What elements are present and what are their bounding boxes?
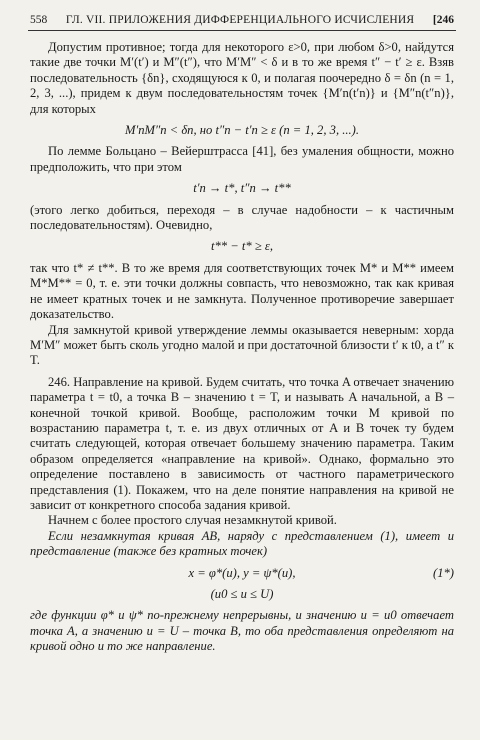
chapter-title: ГЛ. VII. ПРИЛОЖЕНИЯ ДИФФЕРЕНЦИАЛЬНОГО ИСЧИСЛЕНИЯ [65, 14, 415, 26]
header-rule [28, 30, 456, 31]
formula-sequences: M′nM″n < δn, но t″n − t′n ≥ ε (n = 1, 2, 3, ...). [124, 123, 360, 138]
running-header [30, 14, 454, 26]
theorem-conclusion: где функции φ* и ψ* по-прежнему непрерывны, и значению u = u0 отвечает точка A, а значению u = U – точка B, то оба представления определяют на кривой одно и то же направление. [30, 608, 454, 654]
formula-range: (u0 ≤ u ≤ U) [210, 587, 274, 601]
theorem-statement: Если незамкнутая кривая AB, наряду с представлением (1), имеет и представление (также без кратных точек) [30, 528, 454, 559]
paragraph-contradiction: так что t* ≠ t**. В то же время для соответствующих точек M* и M** имеем M*M** = 0, т. е. эти точки должны совпасть, что невозможно, так как кривая не имеет кратных точек и не замкнута. Полученное противоречие завершает доказательство. [30, 260, 454, 322]
paragraph-simple-case: Начнем с более простого случая незамкнутой кривой. [48, 513, 337, 528]
formula-limits: t′n → t*, t″n → t** [193, 181, 291, 196]
formula-parametric [30, 566, 454, 581]
equation-number: (1*) [433, 565, 454, 580]
section-reference: [246 [432, 14, 454, 26]
paragraph-bolzano: По лемме Больцано – Вейерштрасса [41], без умаления общности, можно предположить, что при этом [30, 144, 454, 174]
paragraph-proof-start: Допустим противное; тогда для некоторого ε>0, при любом δ>0, найдутся такие две точки M′(t′) и M″(t″), что M′M″ < δ и в то же время t″ − t′ ≥ ε. Взяв последовательность {δn}, сходящуюся к 0, и полагая поочередно δ = δn (n = 1, 2, 3, ...), придем к двум последовательностям точек {M′n(t′n)} и {M″n(t″n)}, для которых [30, 40, 454, 116]
formula-parametric-text: x = φ*(u), y = ψ*(u), [188, 565, 296, 580]
page-body [30, 40, 454, 655]
page-number: 558 [30, 14, 48, 26]
paragraph-subsequences: (этого легко добиться, переходя – в случае надобности – к частичным последовательностям). Очевидно, [30, 202, 454, 233]
formula-inequality: t** − t* ≥ ε, [210, 239, 273, 254]
section-246-paragraph: 246. Направление на кривой. Будем считать, что точка A отвечает значению параметра t = t0, а точка B – значению t = T, и называть A начальной, а B – конечной точкой кривой. Вообще, расположим точки M кривой по возрастанию параметра t, т. е. из двух отличных от A и B точек ту будем считать следующей, которая отвечает большему значению параметра. Таким образом определяется «направление на кривой». Однако, формально это определение поставлено в зависимость от частного параметрического представления (1). Покажем, что на деле понятие направления на кривой не зависит от конкретного способа задания кривой. [30, 374, 454, 512]
paragraph-closed-curve: Для замкнутой кривой утверждение леммы оказывается неверным: хорда M′M″ может быть сколь угодно малой и при достаточной близости t′ к t0, а t″ к T. [30, 322, 454, 368]
